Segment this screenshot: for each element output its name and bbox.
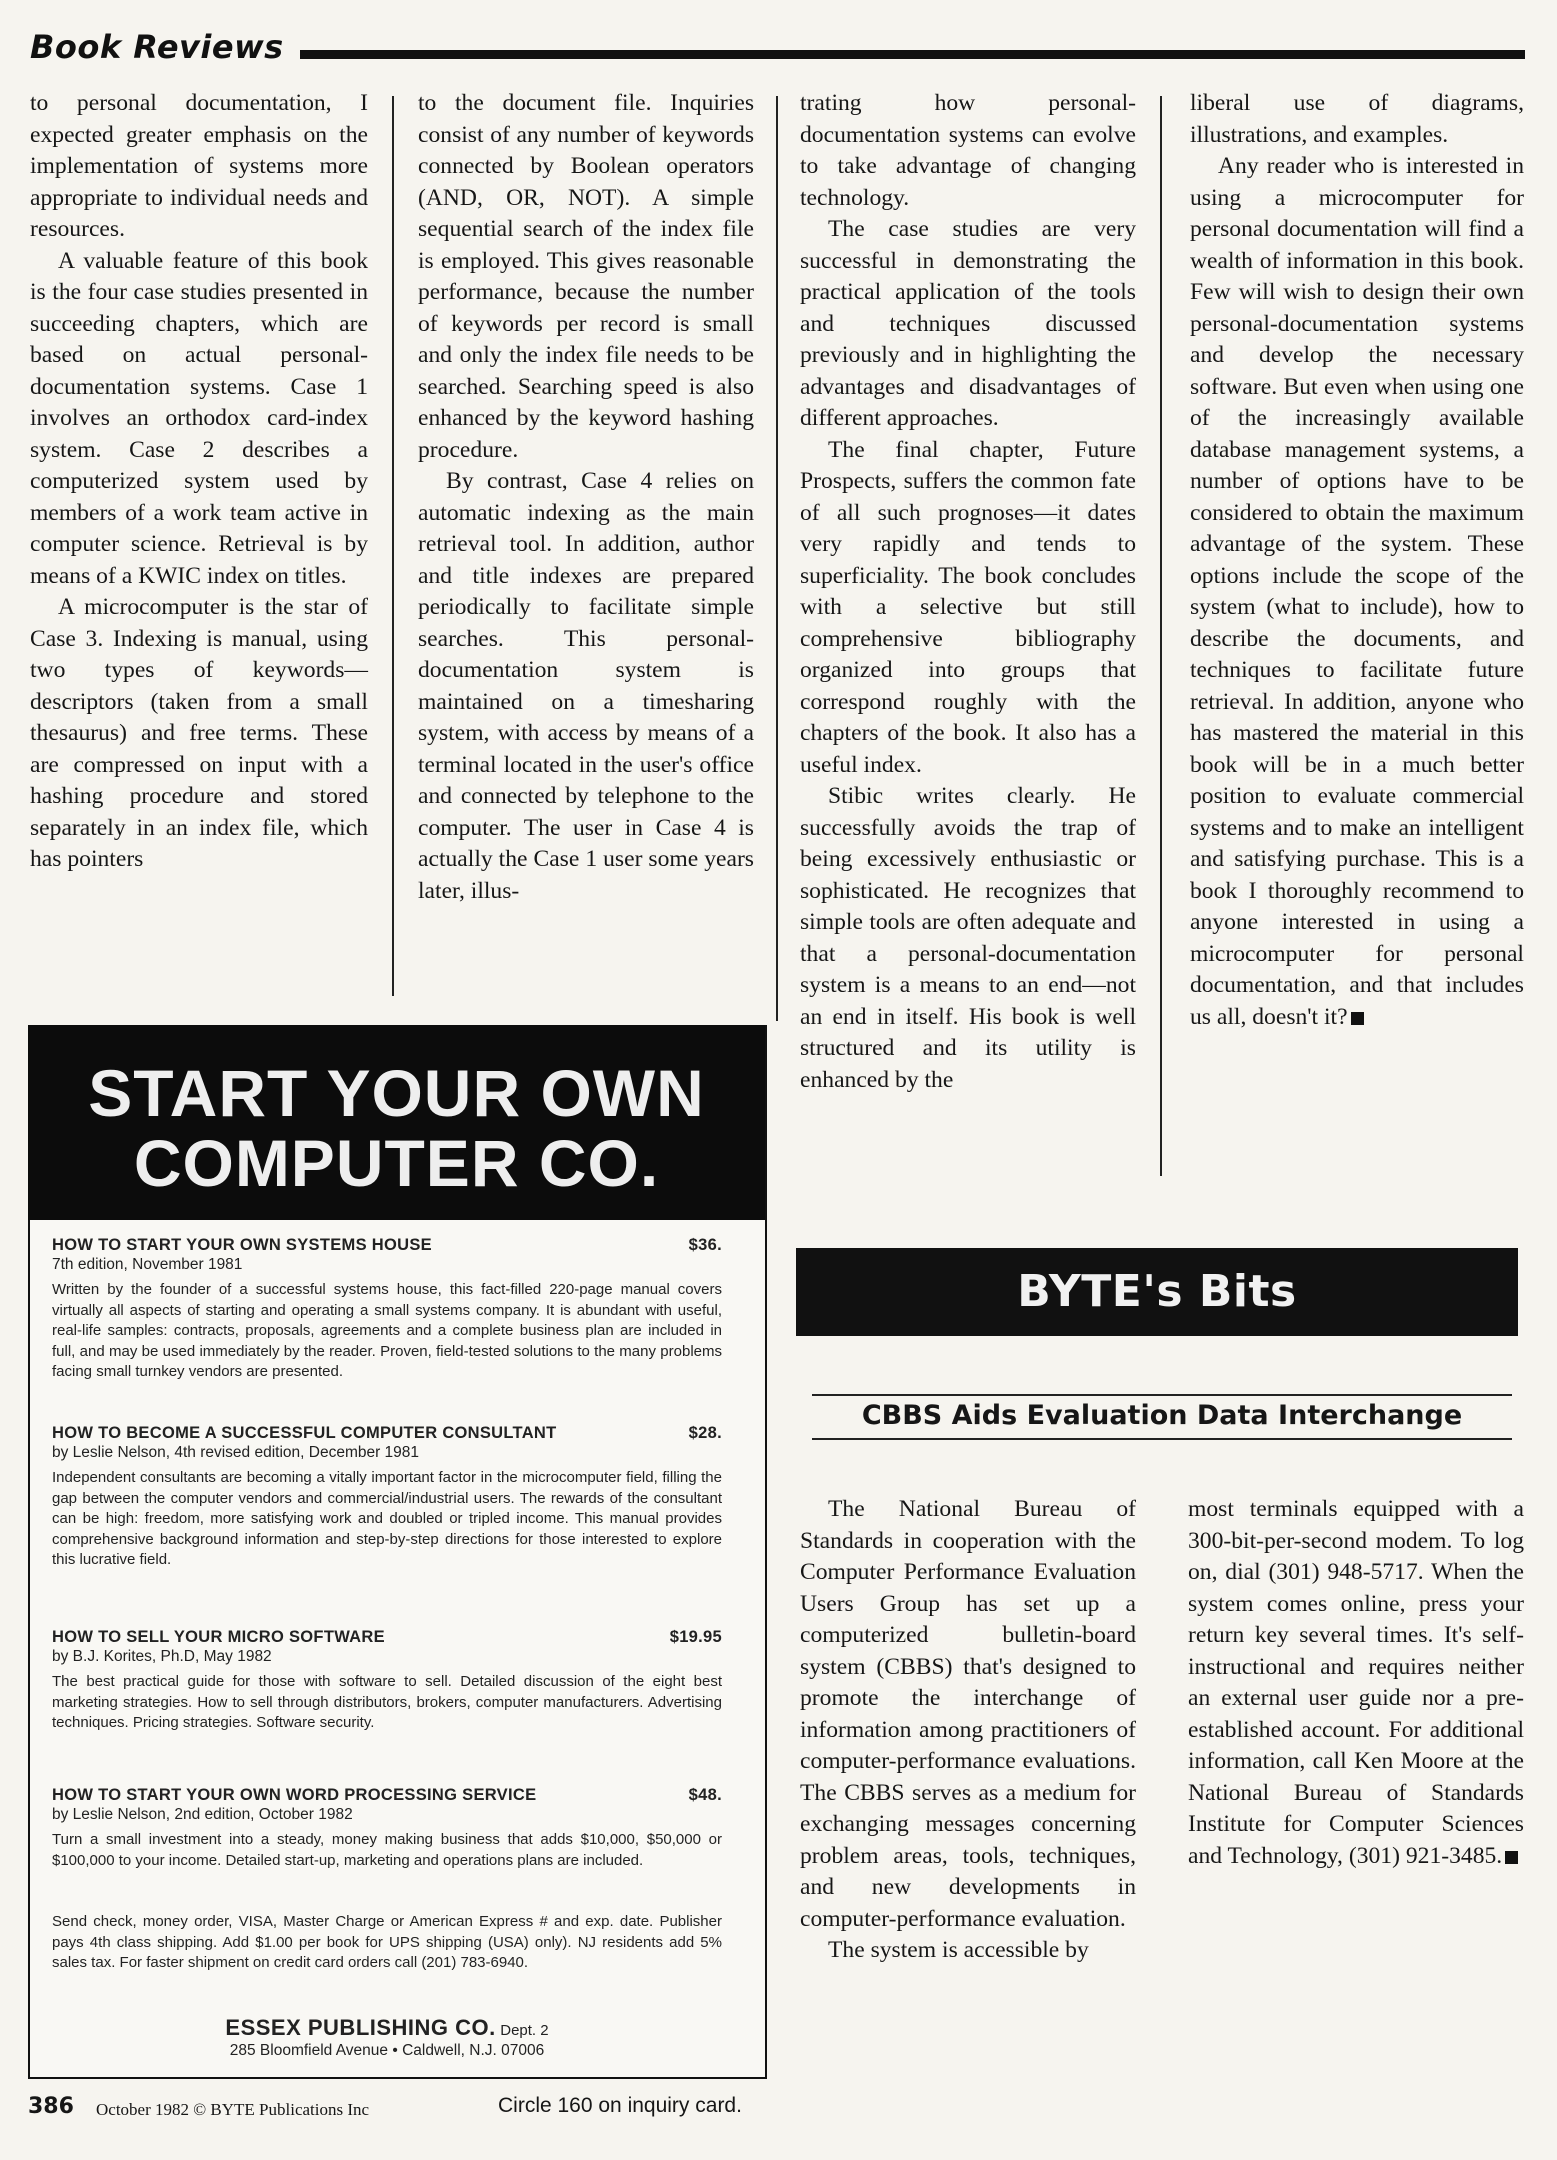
headline-rule-bottom bbox=[812, 1438, 1512, 1440]
book-price: $48. bbox=[688, 1786, 722, 1804]
column-divider bbox=[1160, 96, 1162, 1176]
book-title: HOW TO START YOUR OWN SYSTEMS HOUSE bbox=[52, 1236, 432, 1254]
publisher-name: ESSEX PUBLISHING CO. bbox=[225, 2015, 496, 2040]
bits-column-1 bbox=[800, 1494, 1136, 1967]
book-price: $28. bbox=[688, 1424, 722, 1442]
ad-headline bbox=[28, 1025, 765, 1220]
paragraph: to personal documentation, I expected greater emphasis on the implementation of systems more appropriate to individual needs and resources. bbox=[30, 90, 368, 242]
ad-book bbox=[52, 1235, 722, 1383]
ad-book bbox=[52, 1423, 722, 1571]
inquiry-line: Circle 160 on inquiry card. bbox=[498, 2094, 742, 2117]
paragraph: The case studies are very successful in demonstrating the practical application of the tools and techniques discussed previously and in highlighting the advantages and disadvantages of different approaches. bbox=[800, 216, 1136, 431]
review-column-1 bbox=[30, 88, 368, 876]
review-column-2 bbox=[418, 88, 754, 907]
ad-headline-line-2: COMPUTER CO. bbox=[133, 1126, 660, 1200]
paragraph-text: Any reader who is interested in using a microcomputer for personal documentation will find a wealth of information in this book. Few will wish to design their own personal-documentation systems and develop the necessary software. But even when using one of the increasingly available database management systems, a number of options have to be considered to obtain the maximum advantage of the system. These options include the scope of the system (what to include), how to describe the documents, and techniques to facilitate future retrieval. In addition, anyone who has mastered the material in this book will be in a much better position to evaluate commercial systems and to make an intelligent and satisfying purchase. This is a book I thoroughly recommend to anyone interested in using a microcomputer for personal documentation, and that includes us all, doesn't it? bbox=[1190, 153, 1524, 1030]
review-column-3 bbox=[800, 88, 1136, 1096]
book-title: HOW TO SELL YOUR MICRO SOFTWARE bbox=[52, 1628, 385, 1646]
publisher-address: 285 Bloomfield Avenue • Caldwell, N.J. 07006 bbox=[229, 2042, 545, 2059]
ad-book bbox=[52, 1627, 722, 1734]
paragraph: A valuable feature of this book is the four case studies presented in succeeding chapters, which are based on actual personal-documentation systems. Case 1 involves an orthodox card-index system. Case 2 describes a computerized system used by members of a work team active in computer science. Retrieval is by means of a KWIC index on titles. bbox=[30, 247, 368, 589]
ad-order-info: Send check, money order, VISA, Master Charge or American Express # and exp. date. Publisher pays 4th class shipping. Add $1.00 per book for UPS shipping (USA) only). NJ residents add 5% sales tax. For faster shipment on credit card orders call (201) 783-6940. bbox=[52, 1913, 722, 1971]
publisher-dept: Dept. 2 bbox=[500, 2022, 549, 2039]
header-rule bbox=[300, 50, 1525, 59]
paragraph-text: most terminals equipped with a 300-bit-per-second modem. To log on, dial (301) 948-5717. When the system comes online, press your return key several times. It's self-instructional and requires neither an external user guide nor a pre-established account. For additional information, call Ken Moore at the National Bureau of Standards Institute for Computer Sciences and Technology, (301) 921-3485. bbox=[1188, 1496, 1524, 1869]
paragraph: The system is accessible by bbox=[828, 1937, 1089, 1963]
book-description: Independent consultants are becoming a vitally important factor in the microcomputer field, filling the gap between the computer vendors and commercial/industrial users. The rewards of the consultant can be high: freedom, more satisfying work and doubled or tripled income. This manual provides comprehensive background information and step-by-step directions for those interested to explore this lucrative field. bbox=[52, 1469, 722, 1568]
bits-banner: BYTE's Bits bbox=[796, 1248, 1518, 1336]
section-title: Book Reviews bbox=[30, 28, 284, 66]
book-edition: by Leslie Nelson, 4th revised edition, December 1981 bbox=[52, 1444, 420, 1461]
headline-rule-top bbox=[812, 1394, 1512, 1396]
book-description: Written by the founder of a successful systems house, this fact-filled 220-page manual covers virtually all aspects of starting and operating a small systems company. It is abundant with useful, real-life samples: contracts, proposals, agreements and a complete business plan are included in full, and may be used immediately by the reader. Proven, field-tested solutions to the many problems facing small turnkey vendors are presented. bbox=[52, 1281, 722, 1380]
end-mark-icon bbox=[1505, 1851, 1518, 1864]
book-edition: by B.J. Korites, Ph.D, May 1982 bbox=[52, 1648, 272, 1665]
footer-date: October 1982 © BYTE Publications Inc bbox=[96, 2100, 370, 2119]
book-edition: by Leslie Nelson, 2nd edition, October 1982 bbox=[52, 1806, 353, 1823]
book-description: The best practical guide for those with software to sell. Detailed discussion of the eight best marketing strategies. How to sell through distributors, brokers, computer manufacturers. Advertising techniques. Pricing strategies. Software security. bbox=[52, 1673, 722, 1731]
paragraph: Stibic writes clearly. He successfully avoids the trap of being excessively enthusiastic or sophisticated. He recognizes that simple tools are often adequate and that a personal-documentation system is a means to an end—not an end in itself. His book is well structured and its utility is enhanced by the bbox=[800, 783, 1136, 1093]
column-divider bbox=[776, 96, 778, 1021]
paragraph: By contrast, Case 4 relies on automatic indexing as the main retrieval tool. In addition, author and title indexes are prepared periodically to facilitate simple searches. This personal-documentation system is maintained on a timesharing system, with access by means of a terminal located in the user's office and connected by telephone to the computer. The user in Case 4 is actually the Case 1 user some years later, illus- bbox=[418, 468, 754, 904]
paragraph: liberal use of diagrams, illustrations, and examples. bbox=[1190, 90, 1524, 148]
page-number: 386 bbox=[28, 2094, 74, 2119]
paragraph: The final chapter, Future Prospects, suffers the common fate of all such prognoses—it dates very rapidly and tends to superficiality. The book concludes with a selective but still comprehensive bibliography organized into groups that correspond roughly with the chapters of the book. It also has a useful index. bbox=[800, 436, 1136, 778]
end-mark-icon bbox=[1351, 1012, 1364, 1025]
ad-headline-line-1: START YOUR OWN bbox=[88, 1056, 705, 1130]
paragraph bbox=[1190, 151, 1524, 1033]
bits-column-2 bbox=[1188, 1494, 1524, 1872]
book-title: HOW TO START YOUR OWN WORD PROCESSING SERVICE bbox=[52, 1786, 537, 1804]
paragraph: A microcomputer is the star of Case 3. Indexing is manual, using two types of keywords—descriptors (taken from a small thesaurus) and free terms. These are compressed on input with a hashing procedure and stored separately in an index file, which has pointers bbox=[30, 594, 368, 872]
paragraph: trating how personal-documentation systems can evolve to take advantage of changing technology. bbox=[800, 90, 1136, 211]
ad-book bbox=[52, 1785, 722, 1871]
book-price: $36. bbox=[688, 1236, 722, 1254]
book-edition: 7th edition, November 1981 bbox=[52, 1256, 243, 1273]
paragraph: to the document file. Inquiries consist of any number of keywords connected by Boolean operators (AND, OR, NOT). A simple sequential search of the index file is employed. This gives reasonable performance, because the number of keywords per record is small and only the index file needs to be searched. Searching speed is also enhanced by the keyword hashing procedure. bbox=[418, 90, 754, 463]
review-column-4 bbox=[1190, 88, 1524, 1033]
paragraph: The National Bureau of Standards in cooperation with the Computer Performance Evaluation Users Group has set up a computerized bulletin-board system (CBBS) that's designed to promote the interchange of information among practitioners of computer-performance evaluations. The CBBS serves as a medium for exchanging messages concerning problem areas, tools, techniques, and new developments in computer-performance evaluation. bbox=[800, 1496, 1136, 1932]
ad-publisher bbox=[52, 2015, 722, 2061]
paragraph bbox=[1188, 1494, 1524, 1872]
column-divider bbox=[392, 96, 394, 996]
book-title: HOW TO BECOME A SUCCESSFUL COMPUTER CONSULTANT bbox=[52, 1424, 557, 1442]
bits-headline: CBBS Aids Evaluation Data Interchange bbox=[861, 1400, 1463, 1431]
book-price: $19.95 bbox=[669, 1628, 722, 1646]
book-description: Turn a small investment into a steady, money making business that adds $10,000, $50,000 or $100,000 to your income. Detailed start-up, marketing and operations plans are included. bbox=[52, 1831, 722, 1869]
